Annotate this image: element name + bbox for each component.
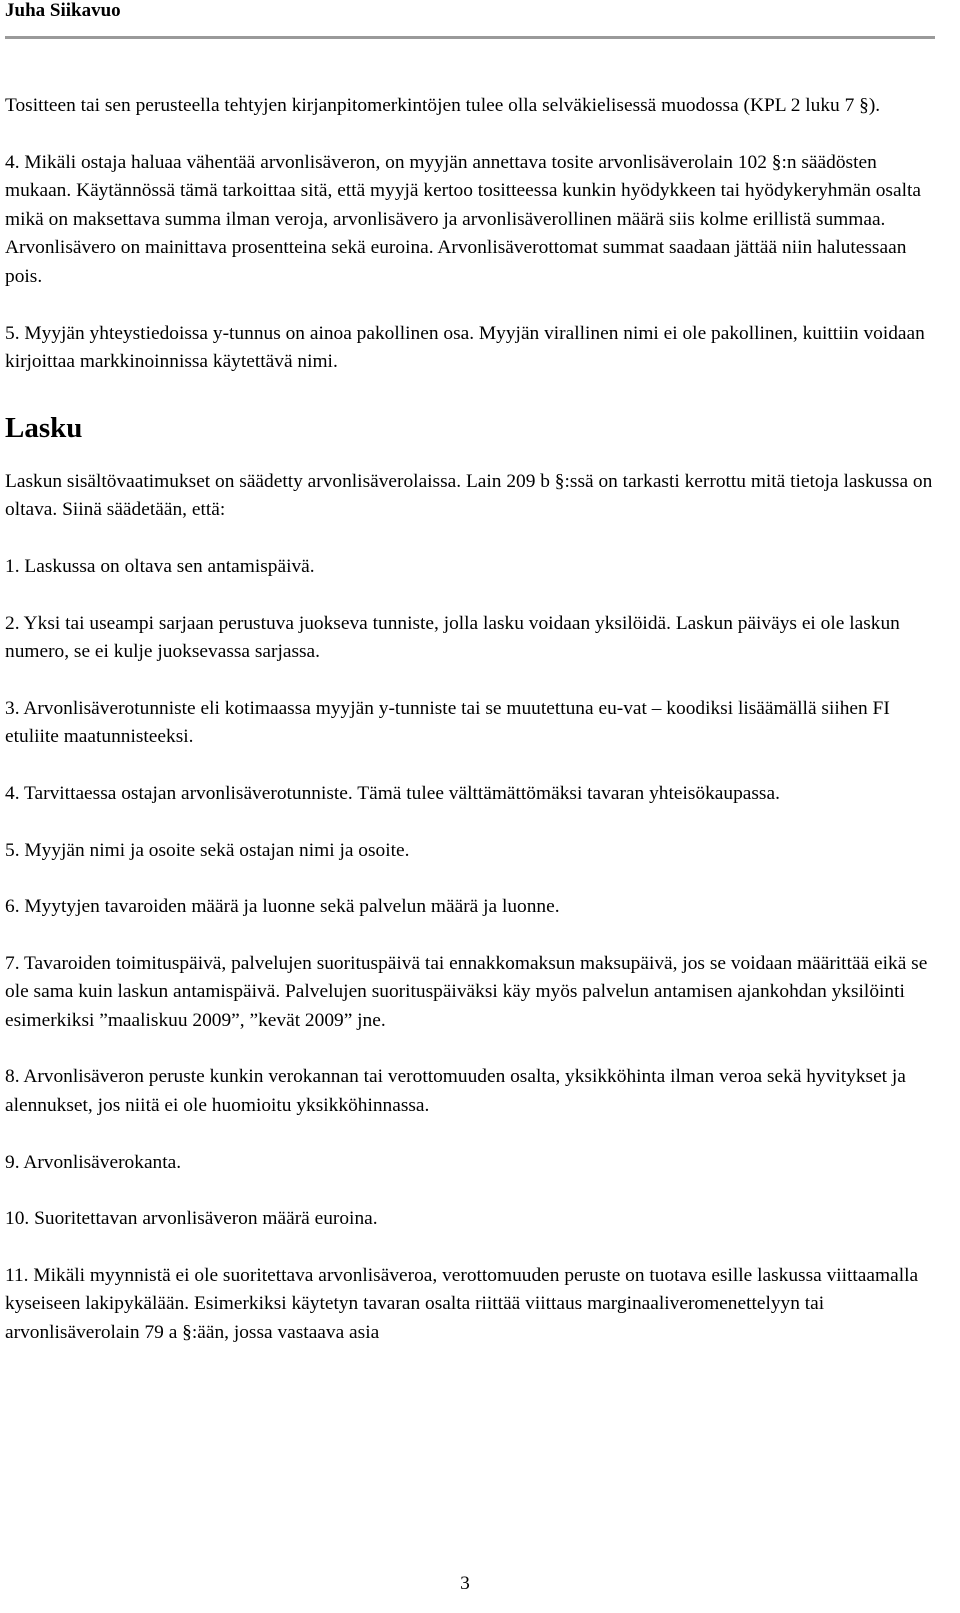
list-item-1: 1. Laskussa on oltava sen antamispäivä. xyxy=(5,555,315,577)
page-number: 3 xyxy=(460,1573,470,1594)
section-intro: Laskun sisältövaatimukset on säädetty arvonlisäverolaissa. Lain 209 b §:ssä on tarkasti kerrottu mitä tietoja laskussa on oltava. Siinä säädetään, että: xyxy=(5,470,933,521)
document-body xyxy=(5,92,935,1376)
list-item-10: 10. Suoritettavan arvonlisäveron määrä euroina. xyxy=(5,1208,378,1230)
list-item-4: 4. Tarvittaessa ostajan arvonlisäverotunniste. Tämä tulee välttämättömäksi tavaran yhteisökaupassa. xyxy=(5,782,780,804)
paragraph-item-4-vat-deduction: 4. Mikäli ostaja haluaa vähentää arvonlisäveron, on myyjän annettava tosite arvonlisäverolain 102 §:n säädösten mukaan. Käytännössä tämä tarkoittaa sitä, että myyjä kertoo tositteessa kunkin hyödykkeen tai hyödykeryhmän osalta mikä on maksettava summa ilman veroja, arvonlisävero ja arvonlisäverollinen määrä siis kolme erillistä summaa. Arvonlisävero on mainittava prosentteina sekä euroina. Arvonlisäverottomat summat saadaan jättää niin halutessaan pois. xyxy=(5,151,921,287)
author-name: Juha Siikavuo xyxy=(5,0,121,21)
list-item-11: 11. Mikäli myynnistä ei ole suoritettava arvonlisäveroa, verottomuuden peruste on tuotava esille laskussa viittaamalla kyseiseen lakipykälään. Esimerkiksi käytetyn tavaran osalta riittää viittaus marginaaliveromenettelyyn tai arvonlisäverolain 79 a §:ään, jossa vastaava asia xyxy=(5,1264,919,1344)
paragraph-item-5-seller-contact: 5. Myyjän yhteystiedoissa y-tunnus on ainoa pakollinen osa. Myyjän virallinen nimi ei ole pakollinen, kuittiin voidaan kirjoittaa markkinoinnissa käytettävä nimi. xyxy=(5,322,925,373)
list-item-3: 3. Arvonlisäverotunniste eli kotimaassa myyjän y-tunniste tai se muutettuna eu-vat – koodiksi lisäämällä siihen FI etuliite maatunnisteeksi. xyxy=(5,697,890,748)
section-heading-lasku: Lasku xyxy=(5,411,83,444)
list-item-7: 7. Tavaroiden toimituspäivä, palvelujen suorituspäivä tai ennakkomaksun maksupäivä, jos se voidaan määrittää eikä se ole sama kuin laskun antamispäivä. Palvelujen suorituspäiväksi käy myös palvelun antamisen ajankohdan yksilöinti esimerkiksi ”maaliskuu 2009”, ”kevät 2009” jne. xyxy=(5,952,928,1031)
list-item-5: 5. Myyjän nimi ja osoite sekä ostajan nimi ja osoite. xyxy=(5,839,410,861)
list-item-6: 6. Myytyjen tavaroiden määrä ja luonne sekä palvelun määrä ja luonne. xyxy=(5,896,560,918)
header-divider xyxy=(5,36,935,39)
page-header xyxy=(5,0,935,39)
paragraph-receipt-clarity: Tositteen tai sen perusteella tehtyjen kirjanpitomerkintöjen tulee olla selväkielisessä muodossa (KPL 2 luku 7 §). xyxy=(5,95,881,116)
list-item-9: 9. Arvonlisäverokanta. xyxy=(5,1151,182,1173)
list-item-8: 8. Arvonlisäveron peruste kunkin verokannan tai verottomuuden osalta, yksikköhinta ilman veroa sekä hyvitykset ja alennukset, jos niitä ei ole huomioitu yksikköhinnassa. xyxy=(5,1066,906,1117)
list-item-2: 2. Yksi tai useampi sarjaan perustuva juokseva tunniste, jolla lasku voidaan yksilöidä. Laskun päiväys ei ole laskun numero, se ei kulje juoksevassa sarjassa. xyxy=(5,612,900,663)
